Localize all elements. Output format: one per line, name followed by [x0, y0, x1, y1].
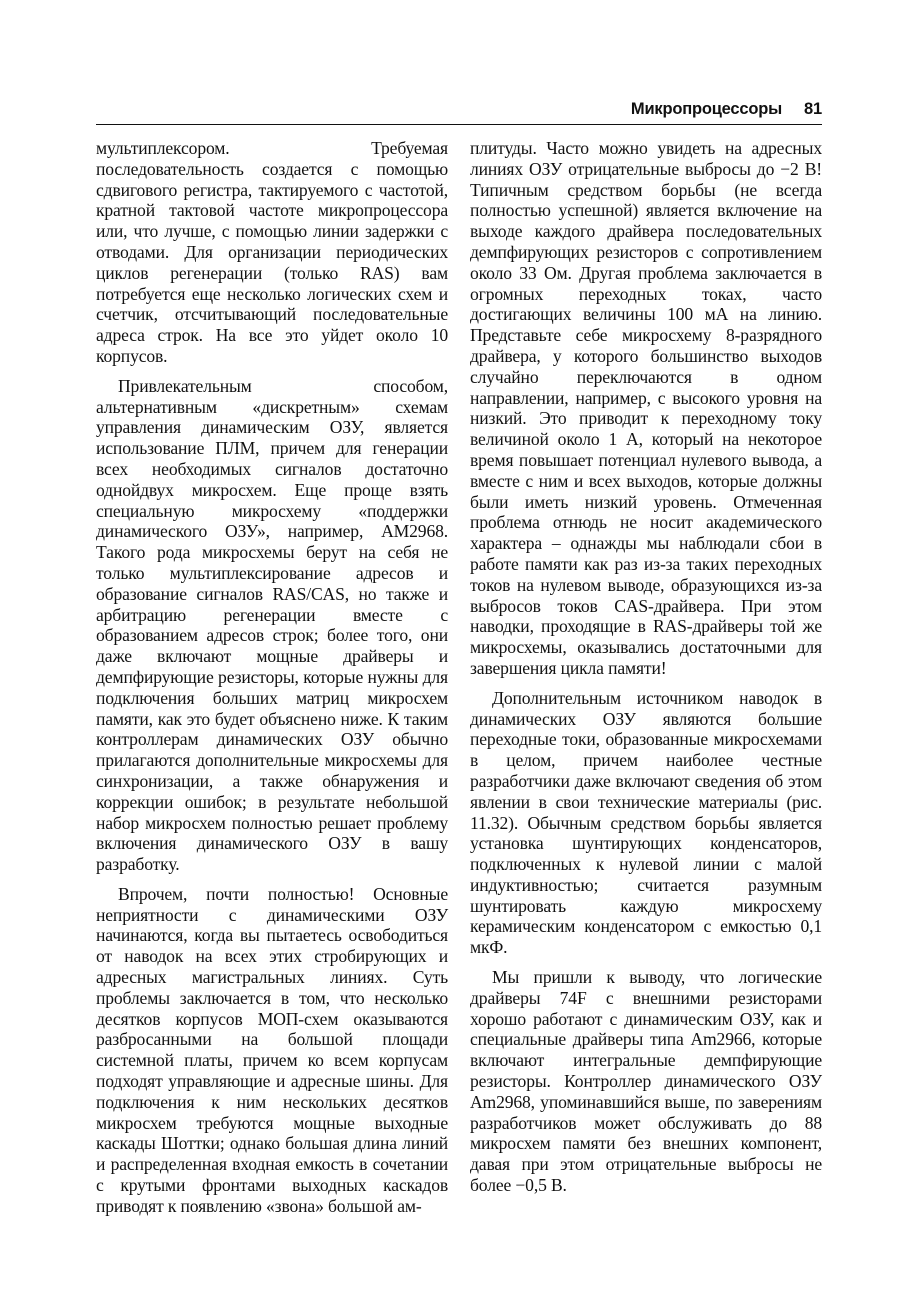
- running-head: [96, 100, 822, 119]
- paragraph: Впрочем, почти полностью! Основные неприятности с динамическими ОЗУ начинаются, когда вы пытаетесь освободиться от наводок на всех этих стробирующих и адресных магистральных линиях. Суть проблемы заключается в том, что несколько десятков корпусов МОП-схем оказываются разбросанными на большой площади системной платы, причем ко всем корпусам подходят управляющие и адресные шины. Для подключения к ним нескольких десятков микросхем требуются мощные выходные каскады Шоттки; однако большая длина линий и распределенная входная емкость в сочетании с крутыми фронтами выходных каскадов приводят к появлению «звона» большой ам-: [96, 883, 448, 1216]
- left-column: [96, 138, 448, 1217]
- page-number: 81: [804, 100, 822, 118]
- paragraph: мультиплексором. Требуемая последовательность создается с помощью сдвигового регистра, тактируемого с частотой, кратной тактовой частоте микропроцессора или, что лучше, с помощью линии задержки с отводами. Для организации периодических циклов регенерации (только RAS) вам потребуется еще несколько логических схем и счетчик, отсчитывающий последовательные адреса строк. На все это уйдет около 10 корпусов.: [96, 138, 448, 366]
- paragraph: Мы пришли к выводу, что логические драйверы 74F с внешними резисторами хорошо работают с динамическим ОЗУ, как и специальные драйверы типа Am2966, которые включают интегральные демпфирующие резисторы. Контроллер динамического ОЗУ Am2968, упоминавшийся выше, по заверениям разработчиков может обслуживать до 88 микросхем памяти без внешних компонент, давая при этом отрицательные выбросы не более −0,5 В.: [470, 967, 822, 1196]
- header-rule: [96, 124, 822, 125]
- paragraph: Привлекательным способом, альтернативным «дискретным» схемам управления динамическим ОЗУ, является использование ПЛМ, причем для генерации всех необходимых сигналов достаточно однойдвух микросхем. Еще проще взять специальную микросхему «поддержки динамического ОЗУ», например, AM2968. Такого рода микросхемы берут на себя не только мультиплексирование адресов и образование сигналов RAS/CAS, но также и арбитрацию регенерации вместе с образованием адресов строк; более того, они даже включают мощные драйверы и демпфирующие резисторы, которые нужны для подключения больших матриц микросхем памяти, как это будет объяснено ниже. К таким контроллерам динамических ОЗУ обычно прилагаются дополнительные микросхемы для синхронизации, а также обнаружения и коррекции ошибок; в результате небольшой набор микросхем полностью решает проблему включения динамического ОЗУ в вашу разработку.: [96, 375, 448, 875]
- paragraph: плитуды. Часто можно увидеть на адресных линиях ОЗУ отрицательные выбросы до −2 В! Типичным средством борьбы (не всегда полностью успешной) является включение на выходе каждого драйвера последовательных демпфирующих резисторов с сопротивлением около 33 Ом. Другая проблема заключается в огромных переходных токах, часто достигающих величины 100 мА на линию. Представьте себе микросхему 8-разрядного драйвера, у которого большинство выходов случайно переключаются в одном направлении, например, с высокого уровня на низкий. Это приводит к переходному току величиной около 1 А, который на некоторое время повышает потенциал нулевого вывода, а вместе с ним и всех выходов, которые должны были иметь низкий уровень. Отмеченная проблема отнюдь не носит академического характера – однажды мы наблюдали сбои в работе памяти как раз из-за таких переходных токов на нулевом выводе, образующихся из-за выбросов токов CAS-драйвера. При этом наводки, проходящие в RAS-драйверы той же микросхемы, оказывались достаточными для завершения цикла памяти!: [470, 138, 822, 678]
- right-column: [470, 138, 822, 1217]
- paragraph: Дополнительным источником наводок в динамических ОЗУ являются большие переходные токи, образованные микросхемами в целом, причем наиболее честные разработчики даже включают сведения об этом явлении в свои технические материалы (рис. 11.32). Обычным средством борьбы является установка шунтирующих конденсаторов, подключенных к нулевой линии с малой индуктивностью; считается разумным шунтировать каждую микросхему керамическим конденсатором с емкостью 0,1 мкФ.: [470, 687, 822, 958]
- text-columns: [96, 138, 822, 1217]
- running-head-title: Микропроцессоры: [630, 100, 783, 118]
